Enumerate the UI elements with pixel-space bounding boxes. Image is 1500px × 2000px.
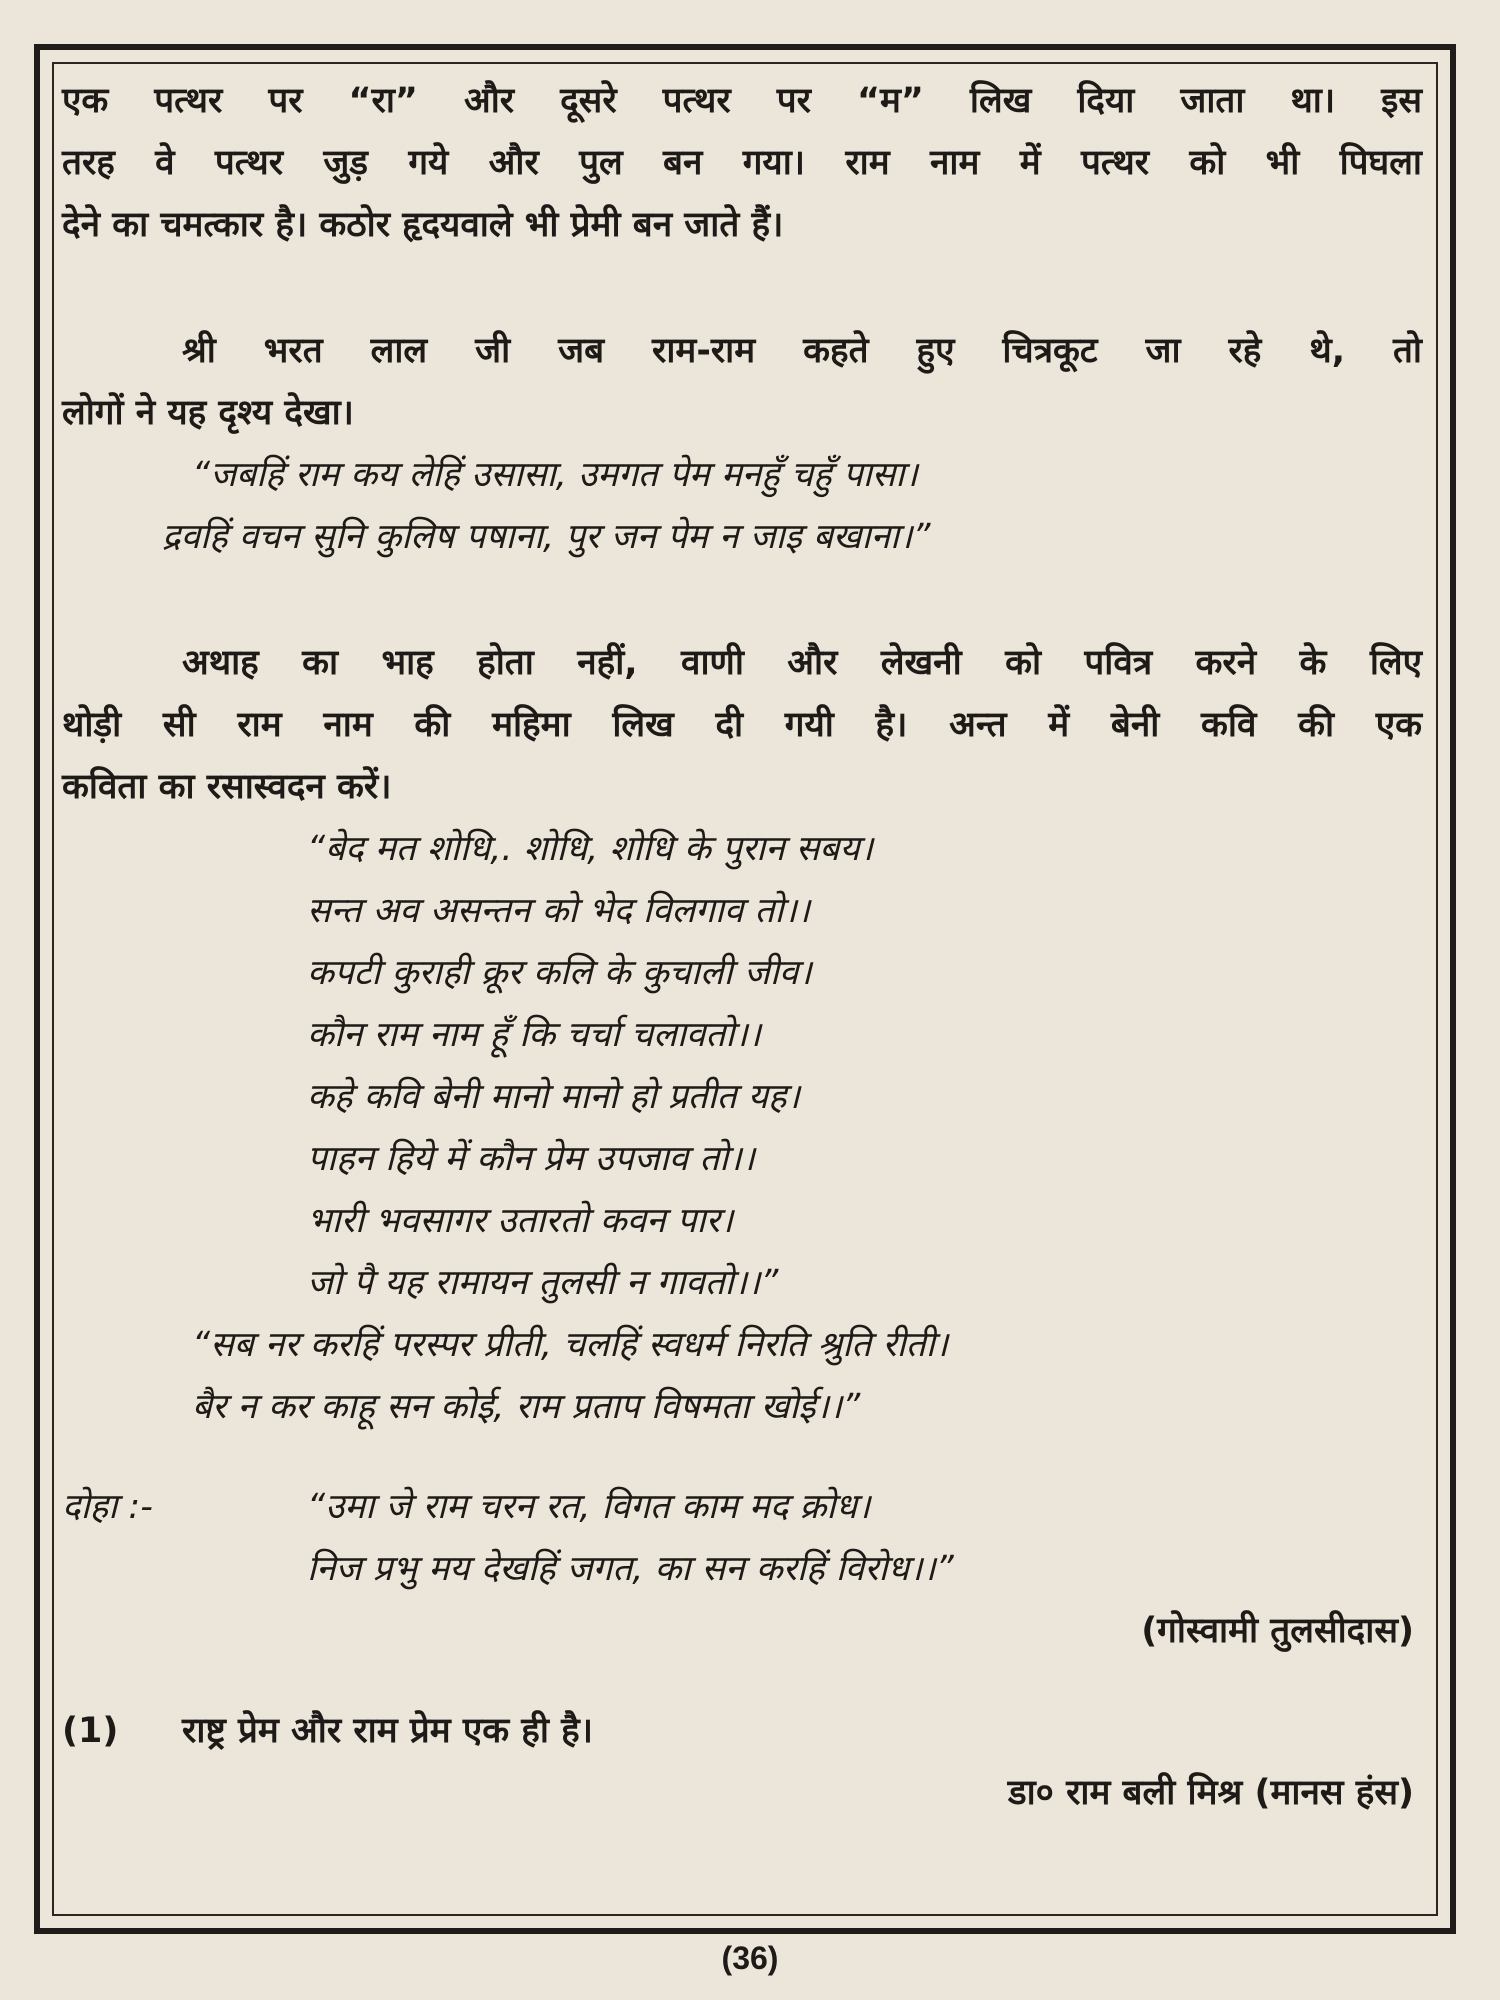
text-line: तरह वे पत्थर जुड़ गये और पुल बन गया। राम नाम में पत्थर को भी पिघला (62, 143, 1422, 183)
text-line: लोगों ने यह दृश्य देखा। (62, 393, 354, 433)
poem-line: पाहन हिये में कौन प्रेम उपजाव तो।। (307, 1139, 755, 1179)
poem-line: कौन राम नाम हूँ कि चर्चा चलावतो।। (307, 1015, 761, 1055)
poem-line: कपटी कुराही क्रूर कलि के कुचाली जीव। (307, 953, 812, 993)
text-line: देने का चमत्कार है। कठोर हृदयवाले भी प्रेमी बन जाते हैं। (62, 205, 784, 245)
spacer (62, 256, 1422, 320)
point-text: राष्ट्र प्रेम और राम प्रेम एक ही है। (182, 1711, 593, 1751)
doha-label: दोहा :- (62, 1487, 153, 1527)
point-row (62, 1700, 1422, 1762)
point-number: (1) (62, 1711, 119, 1751)
text-line: श्री भरत लाल जी जब राम-राम कहते हुए चित्रकूट जा रहे थे, तो (182, 331, 1422, 371)
poem-line: जो पै यह रामायन तुलसी न गावतो।।” (307, 1263, 779, 1303)
paragraph-bharat (62, 320, 1422, 444)
doha-attribution: (गोस्वामी तुलसीदास) (1141, 1611, 1414, 1651)
point-block (62, 1700, 1422, 1824)
spacer (62, 568, 1422, 632)
page-number: (36) (721, 1940, 779, 1976)
poem-line: सन्त अव असन्तन को भेद विलगाव तो।। (307, 891, 811, 931)
text-line: अथाह का भाह होता नहीं, वाणी और लेखनी को पवित्र करने के लिए (182, 643, 1422, 683)
poem-beni (62, 818, 1422, 1314)
paragraph-stones (62, 70, 1422, 256)
doha-line: “उमा जे राम चरन रत, विगत काम मद क्रोध। (307, 1487, 871, 1527)
point-author: डा० राम बली मिश्र (मानस हंस) (1007, 1773, 1414, 1813)
poem-line: कहे कवि बेनी मानो मानो हो प्रतीत यह। (307, 1077, 800, 1117)
doha-row (62, 1538, 1422, 1600)
paragraph-mahima (62, 632, 1422, 818)
spacer (62, 1662, 1422, 1700)
verse-line: बैर न कर काहू सन कोई, राम प्रताप विषमता खोई।।” (192, 1387, 861, 1427)
text-line: थोड़ी सी राम नाम की महिमा लिख दी गयी है। अन्त में बेनी कवि की एक (62, 705, 1422, 745)
verse-chaupai-1 (62, 444, 1422, 568)
text-line: कविता का रसास्वदन करें। (62, 767, 392, 807)
verse-chaupai-2 (62, 1314, 1422, 1438)
doha-line: निज प्रभु मय देखहिं जगत, का सन करहिं विरोध।।” (307, 1549, 954, 1589)
verse-line: द्रवहिं वचन सुनि कुलिष पषाना, पुर जन पेम न जाइ बखाना।” (162, 517, 931, 557)
doha-block (62, 1476, 1422, 1662)
page-content (62, 70, 1422, 1824)
verse-line: “जबहिं राम कय लेहिं उसासा, उमगत पेम मनहुँ चहुँ पासा। (192, 455, 918, 495)
verse-line: “सब नर करहिं परस्पर प्रीती, चलहिं स्वधर्म निरति श्रुति रीती। (192, 1325, 949, 1365)
doha-row (62, 1476, 1422, 1538)
poem-line: भारी भवसागर उतारतो कवन पार। (307, 1201, 734, 1241)
poem-line: “बेद मत शोधि,. शोधि, शोधि के पुरान सबय। (307, 829, 873, 869)
spacer (62, 1438, 1422, 1476)
text-line: एक पत्थर पर “रा” और दूसरे पत्थर पर “म” लिख दिया जाता था। इस (62, 81, 1422, 121)
